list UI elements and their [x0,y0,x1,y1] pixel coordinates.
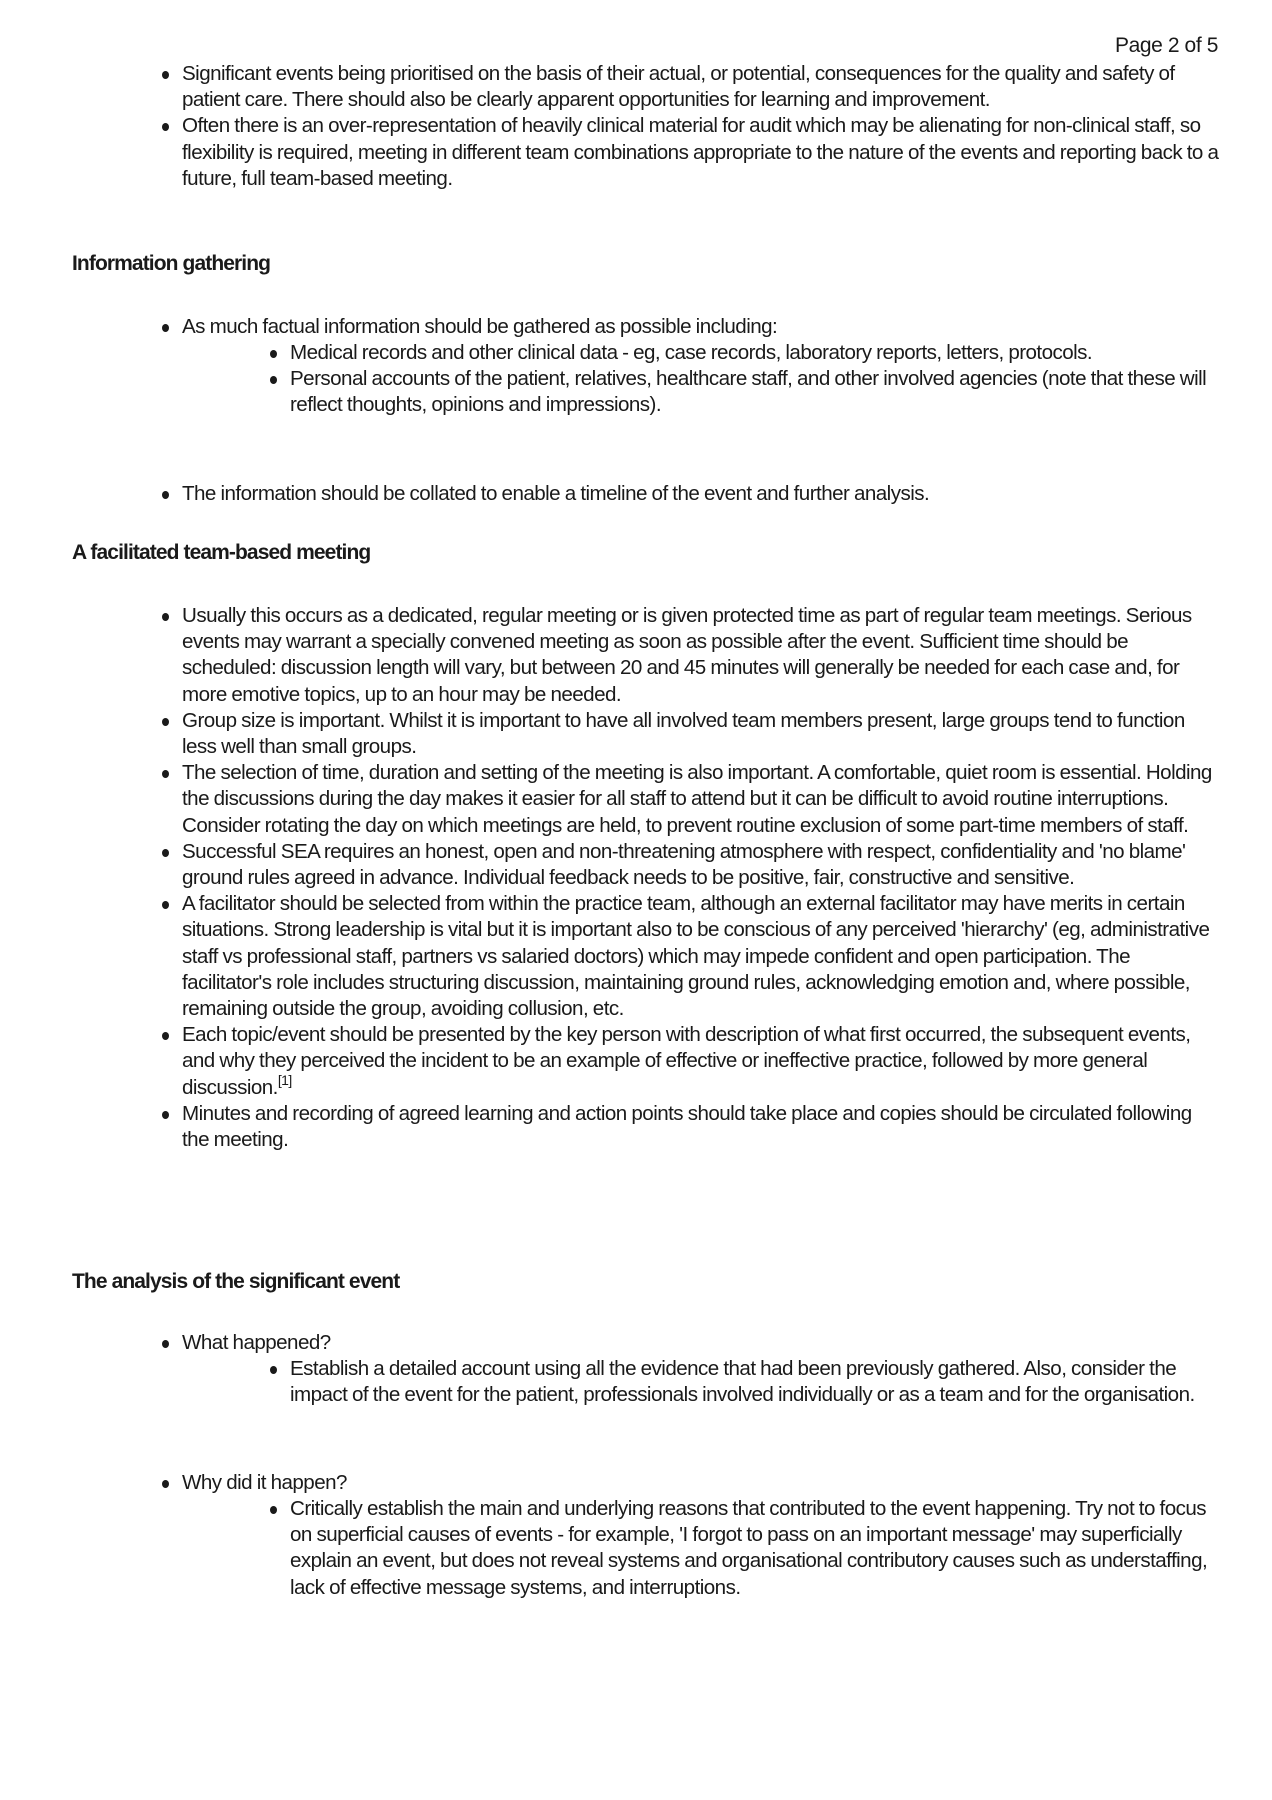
information-gathering-list [182,314,1222,340]
list-item: Group size is important. Whilst it is important to have all involved team members present, large groups tend to function less well than small groups. [182,708,1222,760]
list-item-text: Each topic/event should be presented by the key person with description of what first occurred, the subsequent events, and why they perceived the incident to be an example of effective or ineffective practice, followed by more general discussion. [182,1023,1191,1099]
sub-list-item: Medical records and other clinical data - eg, case records, laboratory reports, letters, protocols. [290,340,1220,366]
list-item: Successful SEA requires an honest, open and non-threatening atmosphere with respect, confidentiality and 'no blame' ground rules agreed in advance. Individual feedback needs to be positive, fair, constructive and sensitive. [182,839,1222,891]
list-item: Often there is an over-representation of heavily clinical material for audit which may be alienating for non-clinical staff, so flexibility is required, meeting in different team combinations appropriate to the nature of the events and reporting back to a future, full team-based meeting. [182,113,1222,192]
why-happened-sublist [290,1496,1220,1601]
list-item: The information should be collated to enable a timeline of the event and further analysis. [182,481,1222,507]
list-item [182,1022,1222,1101]
list-item: What happened? [182,1330,1222,1356]
what-happened-sublist [290,1356,1220,1408]
list-item: Why did it happen? [182,1470,1222,1496]
sub-list-item: Establish a detailed account using all the evidence that had been previously gathered. Also, consider the impact of the event for the patient, professionals involved individually or as a team and for the organisation. [290,1356,1220,1408]
list-item: Usually this occurs as a dedicated, regular meeting or is given protected time as part of regular team meetings. Serious events may warrant a specially convened meeting as soon as possible after the event. Sufficient time should be scheduled: discussion length will vary, but between 20 and 45 minutes will generally be needed for each case and, for more emotive topics, up to an hour may be needed. [182,603,1222,708]
list-item: A facilitator should be selected from within the practice team, although an external facilitator may have merits in certain situations. Strong leadership is vital but it is important also to be conscious of any perceived 'hierarchy' (eg, administrative staff vs professional staff, partners vs salaried doctors) which may impede confident and open participation. The facilitator's role includes structuring discussion, maintaining ground rules, acknowledging emotion and, where possible, remaining outside the group, avoiding collusion, etc. [182,891,1222,1022]
section-heading-facilitated-meeting: A facilitated team-based meeting [72,541,371,564]
intro-bullet-list [182,61,1222,192]
page-number: Page 2 of 5 [1114,34,1218,57]
analysis-list-continued [182,1470,1222,1496]
information-sources-sublist [290,340,1220,419]
sub-list-item: Personal accounts of the patient, relatives, healthcare staff, and other involved agencies (note that these will reflect thoughts, opinions and impressions). [290,366,1220,418]
section-heading-information-gathering: Information gathering [72,252,271,275]
analysis-list [182,1330,1222,1356]
information-gathering-list-continued [182,481,1222,507]
reference-link[interactable]: [1] [277,1071,292,1088]
list-item: Significant events being prioritised on the basis of their actual, or potential, consequences for the quality and safety of patient care. There should also be clearly apparent opportunities for learning and improvement. [182,61,1222,113]
list-item: The selection of time, duration and setting of the meeting is also important. A comfortable, quiet room is essential. Holding the discussions during the day makes it easier for all staff to attend but it can be difficult to avoid routine interruptions. Consider rotating the day on which meetings are held, to prevent routine exclusion of some part-time members of staff. [182,760,1222,839]
list-item: Minutes and recording of agreed learning and action points should take place and copies should be circulated following the meeting. [182,1101,1222,1153]
sub-list-item: Critically establish the main and underlying reasons that contributed to the event happening. Try not to focus on superficial causes of events - for example, 'I forgot to pass on an important message' may superficially explain an event, but does not reveal systems and organisational contributory causes such as understaffing, lack of effective message systems, and interruptions. [290,1496,1220,1601]
list-item: As much factual information should be gathered as possible including: [182,314,1222,340]
facilitated-meeting-list [182,603,1222,1153]
section-heading-analysis: The analysis of the significant event [72,1270,400,1293]
